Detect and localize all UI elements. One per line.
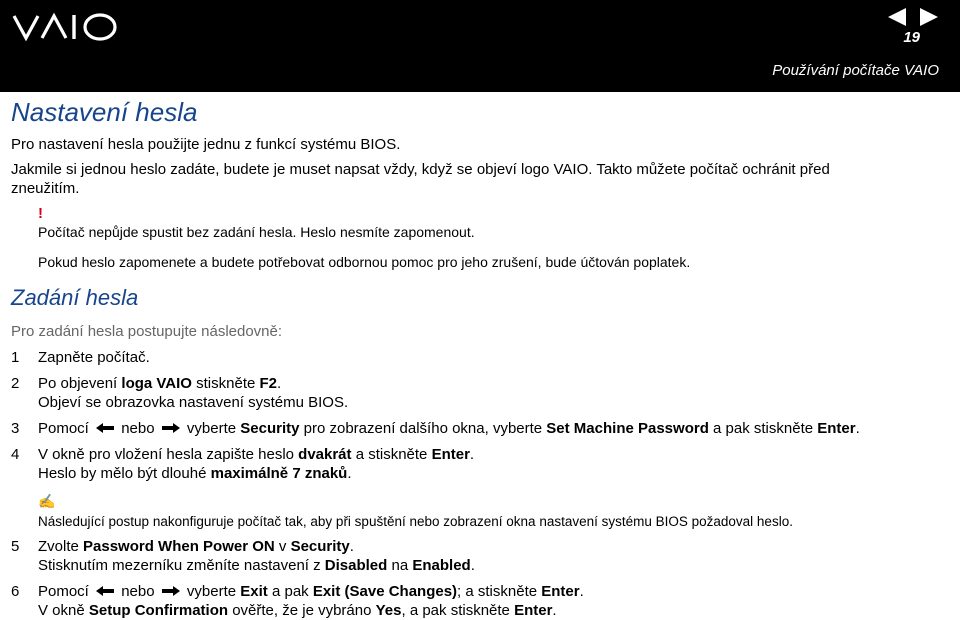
- intro-paragraph-1: Pro nastavení hesla použijte jednu z funkcí systému BIOS.: [11, 136, 401, 153]
- steps-intro: Pro zadání hesla postupujte následovně:: [11, 323, 283, 340]
- step-text-line-2: Heslo by mělo být dlouhé maximálně 7 znaků.: [38, 465, 352, 482]
- page-navigation: [884, 6, 944, 28]
- right-arrow-key-icon: [161, 422, 181, 434]
- page-number: 19: [903, 29, 920, 46]
- step-text: Pomocí nebo vyberte Exit a pak Exit (Save Changes); a stiskněte Enter.: [38, 583, 584, 600]
- step-text: Zapněte počítač.: [38, 349, 150, 366]
- left-arrow-key-icon: [95, 585, 115, 597]
- vaio-logo: [12, 10, 122, 44]
- step-text: V okně pro vložení hesla zapište heslo dvakrát a stiskněte Enter.: [38, 446, 475, 463]
- intro-paragraph-2-line-1: Jakmile si jednou heslo zadáte, budete je muset napsat vždy, když se objeví logo VAIO. Takto můžete počítač ochránit před: [11, 161, 830, 178]
- intro-paragraph-2-line-2: zneužitím.: [11, 180, 80, 197]
- warning-icon: !: [38, 205, 43, 222]
- step-number: 1: [11, 349, 20, 366]
- section-title: Používání počítače VAIO: [772, 62, 939, 79]
- step-number: 6: [11, 583, 20, 600]
- left-arrow-icon[interactable]: [884, 6, 908, 28]
- step-text: Zvolte Password When Power ON v Security.: [38, 538, 354, 555]
- step-text-line-2: V okně Setup Confirmation ověřte, že je vybráno Yes, a pak stiskněte Enter.: [38, 602, 557, 619]
- warning-text-2: Pokud heslo zapomenete a budete potřebovat odbornou pomoc pro jeho zrušení, bude účtován poplatek.: [38, 254, 691, 270]
- step-number: 4: [11, 446, 20, 463]
- pencil-note-icon: ✍: [38, 493, 56, 509]
- left-arrow-key-icon: [95, 422, 115, 434]
- right-arrow-key-icon: [161, 585, 181, 597]
- page-title: Nastavení hesla: [11, 97, 198, 127]
- warning-text-1: Počítač nepůjde spustit bez zadání hesla. Heslo nesmíte zapomenout.: [38, 224, 475, 240]
- step-text-line-2: Objeví se obrazovka nastavení systému BIOS.: [38, 394, 349, 411]
- step-number: 5: [11, 538, 20, 555]
- page-header: [0, 0, 960, 92]
- subsection-title: Zadání hesla: [11, 285, 139, 310]
- step-number: 3: [11, 420, 20, 437]
- step-text: Po objevení loga VAIO stiskněte F2.: [38, 375, 282, 392]
- step-text-line-2: Stisknutím mezerníku změníte nastavení z Disabled na Enabled.: [38, 557, 475, 574]
- step-number: 2: [11, 375, 20, 392]
- note-text: Následující postup nakonfiguruje počítač tak, aby při spuštění nebo zobrazení okna nastavení systému BIOS požadoval heslo.: [38, 514, 793, 529]
- right-arrow-icon[interactable]: [918, 6, 942, 28]
- step-text: Pomocí nebo vyberte Security pro zobrazení dalšího okna, vyberte Set Machine Password a pak stiskněte Enter.: [38, 420, 860, 437]
